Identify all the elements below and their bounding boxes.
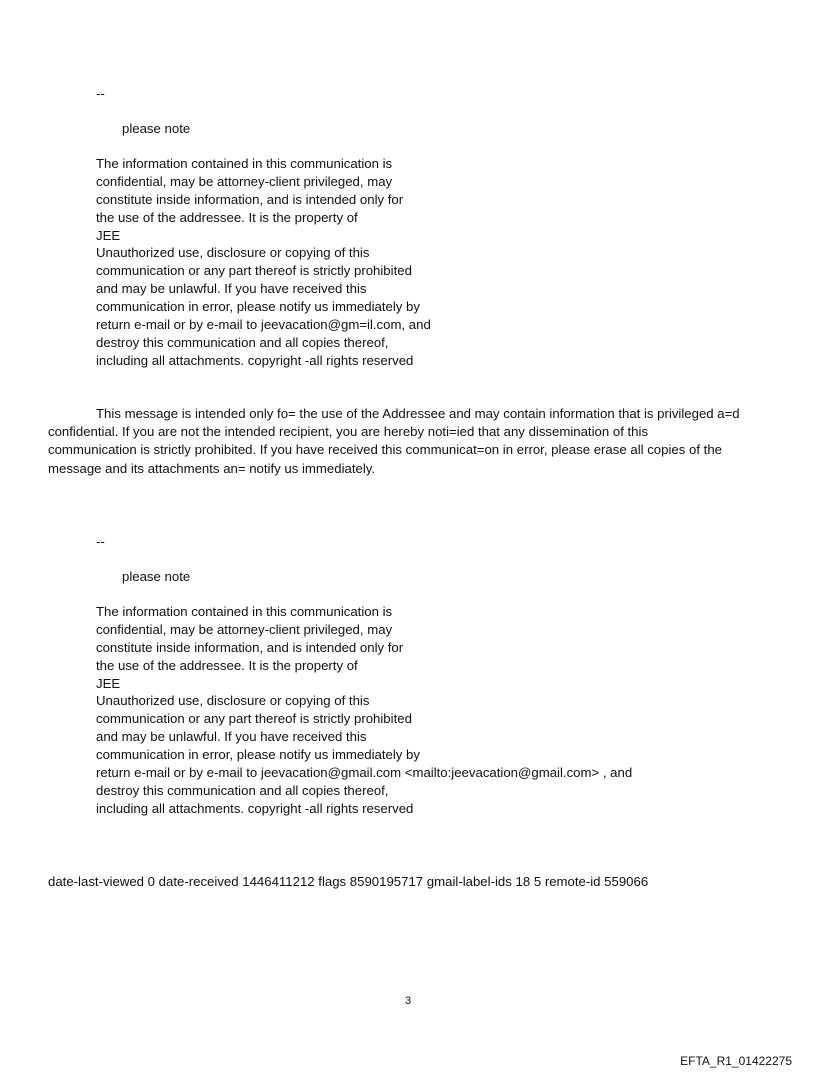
disclaimer-block-1 [96,155,431,370]
note-heading-1: please note [122,121,191,136]
disclaimer-line: the use of the addressee. It is the property of [96,209,358,225]
disclaimer-line: return e-mail or by e-mail to jeevacation@gm=il.com, and [96,317,431,333]
disclaimer-line: Unauthorized use, disclosure or copying of this [96,245,370,261]
separator-1: -- [96,86,105,101]
document-id: EFTA_R1_01422275 [680,1054,792,1068]
disclaimer-line: including all attachments. copyright -all rights reserved [96,352,414,368]
disclaimer-line: communication or any part thereof is strictly prohibited [96,263,412,279]
disclaimer-line: JEE [96,227,121,243]
disclaimer-line: JEE [96,675,121,691]
disclaimer-line: The information contained in this communication is [96,156,393,171]
disclaimer-line: and may be unlawful. If you have received this [96,729,367,745]
disclaimer-line: return e-mail or by e-mail to jeevacation@gmail.com <mailto:jeevacation@gmail.com> , and [96,765,633,781]
disclaimer-line: communication in error, please notify us immediately by [96,747,420,763]
notice-paragraph [48,405,768,478]
page-number: 3 [404,995,412,1007]
disclaimer-line: Unauthorized use, disclosure or copying of this [96,693,370,709]
disclaimer-line: and may be unlawful. If you have received this [96,281,367,297]
disclaimer-block-2 [96,603,632,818]
disclaimer-line: destroy this communication and all copies thereof, [96,782,389,798]
disclaimer-line: The information contained in this communication is [96,604,393,619]
separator-2: -- [96,534,105,549]
disclaimer-line: constitute inside information, and is intended only for [96,639,404,655]
disclaimer-line: communication or any part thereof is strictly prohibited [96,711,412,727]
disclaimer-line: destroy this communication and all copies thereof, [96,334,389,350]
disclaimer-line: including all attachments. copyright -all rights reserved [96,800,414,816]
disclaimer-line: confidential, may be attorney-client privileged, may [96,173,393,189]
note-heading-2: please note [122,569,191,584]
notice-line: confidential. If you are not the intended recipient, you are hereby noti=ied that any dissemination of this [48,424,649,440]
disclaimer-line: the use of the addressee. It is the property of [96,657,358,673]
disclaimer-line: confidential, may be attorney-client privileged, may [96,621,393,637]
disclaimer-line: constitute inside information, and is intended only for [96,191,404,207]
notice-line: communication is strictly prohibited. If you have received this communicat=on in error, please erase all copies of the [48,442,722,458]
notice-line: message and its attachments an= notify us immediately. [48,460,376,476]
disclaimer-line: communication in error, please notify us immediately by [96,299,420,315]
notice-line: This message is intended only fo= the use of the Addressee and may contain information that is privileged a=d [96,406,740,421]
metadata-line: date-last-viewed 0 date-received 1446411212 flags 8590195717 gmail-label-ids 18 5 remote-id 559066 [48,874,649,889]
